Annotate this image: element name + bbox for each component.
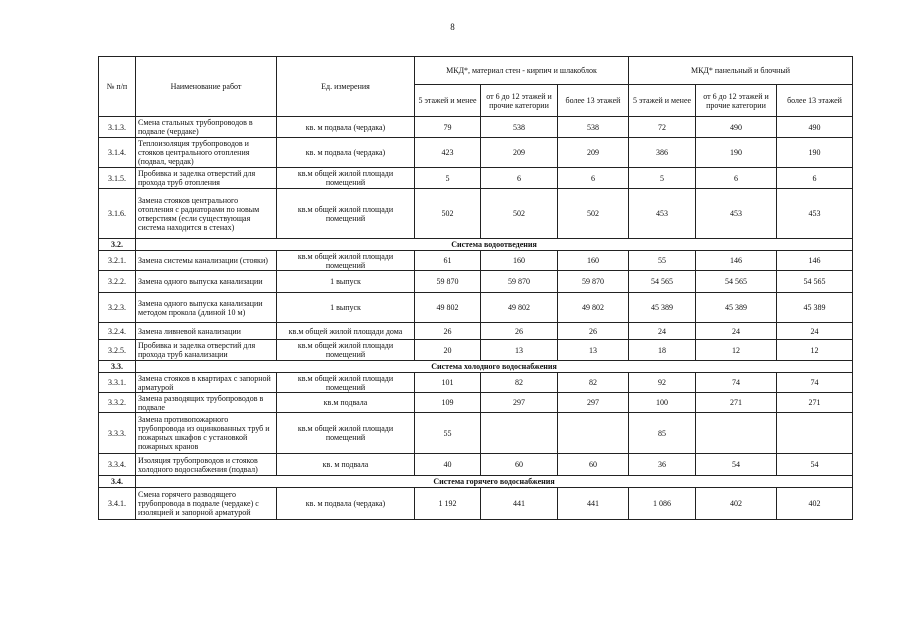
row-value: 441 (558, 488, 629, 520)
row-value: 82 (558, 373, 629, 393)
header-col-b: от 6 до 12 этажей и прочие категории (481, 85, 558, 117)
header-unit: Ед. измерения (277, 57, 415, 117)
header-group-panel: МКД* панельный и блочный (629, 57, 853, 85)
row-code: 3.3.4. (99, 454, 136, 476)
section-row (99, 361, 853, 373)
table-row (99, 340, 853, 361)
row-value: 453 (777, 189, 853, 239)
row-unit: кв.м общей жилой площади помещений (277, 373, 415, 393)
row-value: 160 (558, 251, 629, 271)
row-value: 441 (481, 488, 558, 520)
table-row (99, 393, 853, 413)
row-unit: кв. м подвала (чердака) (277, 488, 415, 520)
row-value: 24 (777, 323, 853, 340)
page-number: 8 (450, 22, 455, 32)
row-value: 6 (481, 168, 558, 189)
row-value: 74 (696, 373, 777, 393)
row-value: 45 389 (629, 293, 696, 323)
row-code: 3.2.4. (99, 323, 136, 340)
row-unit: кв. м подвала (277, 454, 415, 476)
row-unit: кв.м общей жилой площади помещений (277, 189, 415, 239)
row-value: 6 (696, 168, 777, 189)
row-value: 538 (558, 117, 629, 138)
header-group-brick: МКД*, материал стен - кирпич и шлакоблок (415, 57, 629, 85)
row-value: 109 (415, 393, 481, 413)
row-value: 1 192 (415, 488, 481, 520)
row-value: 423 (415, 138, 481, 168)
row-value: 13 (558, 340, 629, 361)
row-code: 3.1.3. (99, 117, 136, 138)
row-value: 49 802 (481, 293, 558, 323)
row-value: 45 389 (696, 293, 777, 323)
row-value (696, 413, 777, 454)
header-num: № п/п (99, 57, 136, 117)
table-row (99, 488, 853, 520)
row-value: 100 (629, 393, 696, 413)
row-value: 297 (558, 393, 629, 413)
row-value: 12 (696, 340, 777, 361)
table-row (99, 138, 853, 168)
table-row (99, 189, 853, 239)
header-name: Наименование работ (136, 57, 277, 117)
row-code: 3.2.3. (99, 293, 136, 323)
row-name: Замена одного выпуска канализации методом прокола (длиной 10 м) (136, 293, 277, 323)
row-value: 61 (415, 251, 481, 271)
header-col-e: от 6 до 12 этажей и прочие категории (696, 85, 777, 117)
row-name: Пробивка и заделка отверстий для прохода труб отопления (136, 168, 277, 189)
row-value: 54 (777, 454, 853, 476)
table-row (99, 454, 853, 476)
table-row (99, 251, 853, 271)
row-value: 26 (481, 323, 558, 340)
section-code: 3.4. (99, 476, 136, 488)
row-value: 502 (481, 189, 558, 239)
row-name: Замена одного выпуска канализации (136, 271, 277, 293)
row-value: 54 565 (629, 271, 696, 293)
row-code: 3.3.3. (99, 413, 136, 454)
row-value: 6 (558, 168, 629, 189)
row-value: 40 (415, 454, 481, 476)
section-title: Система горячего водоснабжения (136, 476, 853, 488)
row-value: 85 (629, 413, 696, 454)
row-name: Замена ливневой канализации (136, 323, 277, 340)
row-code: 3.1.4. (99, 138, 136, 168)
row-unit: кв.м общей жилой площади дома (277, 323, 415, 340)
row-code: 3.3.1. (99, 373, 136, 393)
row-value: 36 (629, 454, 696, 476)
row-code: 3.3.2. (99, 393, 136, 413)
row-unit: 1 выпуск (277, 293, 415, 323)
row-value: 5 (629, 168, 696, 189)
row-value: 146 (696, 251, 777, 271)
row-name: Замена противопожарного трубопровода из оцинкованных труб и пожарных шкафов с установкой пожарных кранов (136, 413, 277, 454)
row-value: 54 565 (777, 271, 853, 293)
row-value: 386 (629, 138, 696, 168)
row-value: 402 (696, 488, 777, 520)
row-code: 3.4.1. (99, 488, 136, 520)
table-row (99, 413, 853, 454)
row-name: Изоляция трубопроводов и стояков холодного водоснабжения (подвал) (136, 454, 277, 476)
row-value: 18 (629, 340, 696, 361)
row-value: 82 (481, 373, 558, 393)
row-value: 12 (777, 340, 853, 361)
row-value: 209 (558, 138, 629, 168)
row-value: 146 (777, 251, 853, 271)
row-value: 101 (415, 373, 481, 393)
row-value: 13 (481, 340, 558, 361)
table-row (99, 271, 853, 293)
row-value (481, 413, 558, 454)
section-row (99, 239, 853, 251)
row-name: Замена стояков центрального отопления с радиаторами по новым отверстиям (если существующая система находится в стенах) (136, 189, 277, 239)
row-code: 3.1.6. (99, 189, 136, 239)
row-value: 26 (558, 323, 629, 340)
row-unit: кв.м подвала (277, 393, 415, 413)
row-value: 490 (696, 117, 777, 138)
row-unit: кв. м подвала (чердака) (277, 117, 415, 138)
table-row (99, 168, 853, 189)
row-value: 45 389 (777, 293, 853, 323)
row-value: 49 802 (558, 293, 629, 323)
section-row (99, 476, 853, 488)
row-value: 1 086 (629, 488, 696, 520)
row-name: Замена стояков в квартирах с запорной арматурой (136, 373, 277, 393)
row-value: 271 (696, 393, 777, 413)
row-value: 60 (481, 454, 558, 476)
row-value: 502 (415, 189, 481, 239)
row-value: 5 (415, 168, 481, 189)
row-value: 297 (481, 393, 558, 413)
row-name: Смена горячего разводящего трубопровода в подвале (чердаке) с изоляцией и запорной арматурой (136, 488, 277, 520)
row-name: Смена стальных трубопроводов в подвале (чердаке) (136, 117, 277, 138)
table-body (99, 117, 853, 520)
row-value: 59 870 (481, 271, 558, 293)
row-value: 79 (415, 117, 481, 138)
row-value: 209 (481, 138, 558, 168)
row-value: 49 802 (415, 293, 481, 323)
row-value: 490 (777, 117, 853, 138)
row-value: 92 (629, 373, 696, 393)
row-value: 54 565 (696, 271, 777, 293)
row-name: Пробивка и заделка отверстий для прохода труб канализации (136, 340, 277, 361)
row-value: 453 (629, 189, 696, 239)
header-col-a: 5 этажей и менее (415, 85, 481, 117)
row-code: 3.2.2. (99, 271, 136, 293)
table-row (99, 293, 853, 323)
row-code: 3.2.5. (99, 340, 136, 361)
row-value: 26 (415, 323, 481, 340)
row-code: 3.1.5. (99, 168, 136, 189)
row-value: 59 870 (415, 271, 481, 293)
table-header (99, 57, 853, 117)
section-title: Система водоотведения (136, 239, 853, 251)
row-value: 190 (777, 138, 853, 168)
row-value: 6 (777, 168, 853, 189)
row-unit: кв.м общей жилой площади помещений (277, 251, 415, 271)
row-value: 72 (629, 117, 696, 138)
header-col-d: 5 этажей и менее (629, 85, 696, 117)
row-value: 190 (696, 138, 777, 168)
row-value: 160 (481, 251, 558, 271)
row-value (777, 413, 853, 454)
row-code: 3.2.1. (99, 251, 136, 271)
header-col-f: более 13 этажей (777, 85, 853, 117)
row-value: 60 (558, 454, 629, 476)
row-name: Теплоизоляция трубопроводов и стояков центрального отопления (подвал, чердак) (136, 138, 277, 168)
section-code: 3.2. (99, 239, 136, 251)
row-unit: 1 выпуск (277, 271, 415, 293)
row-value: 55 (415, 413, 481, 454)
row-unit: кв. м подвала (чердака) (277, 138, 415, 168)
row-value: 54 (696, 454, 777, 476)
row-value: 502 (558, 189, 629, 239)
row-value: 59 870 (558, 271, 629, 293)
row-name: Замена системы канализации (стояки) (136, 251, 277, 271)
row-value: 538 (481, 117, 558, 138)
row-value: 402 (777, 488, 853, 520)
row-value: 55 (629, 251, 696, 271)
row-value (558, 413, 629, 454)
row-unit: кв.м общей жилой площади помещений (277, 413, 415, 454)
row-unit: кв.м общей жилой площади помещений (277, 168, 415, 189)
row-value: 24 (696, 323, 777, 340)
rates-table (98, 56, 853, 520)
row-value: 20 (415, 340, 481, 361)
row-value: 74 (777, 373, 853, 393)
table-row (99, 373, 853, 393)
row-value: 24 (629, 323, 696, 340)
row-name: Замена разводящих трубопроводов в подвале (136, 393, 277, 413)
table-row (99, 117, 853, 138)
section-code: 3.3. (99, 361, 136, 373)
row-value: 453 (696, 189, 777, 239)
row-unit: кв.м общей жилой площади помещений (277, 340, 415, 361)
section-title: Система холодного водоснабжения (136, 361, 853, 373)
row-value: 271 (777, 393, 853, 413)
header-col-c: более 13 этажей (558, 85, 629, 117)
table-row (99, 323, 853, 340)
